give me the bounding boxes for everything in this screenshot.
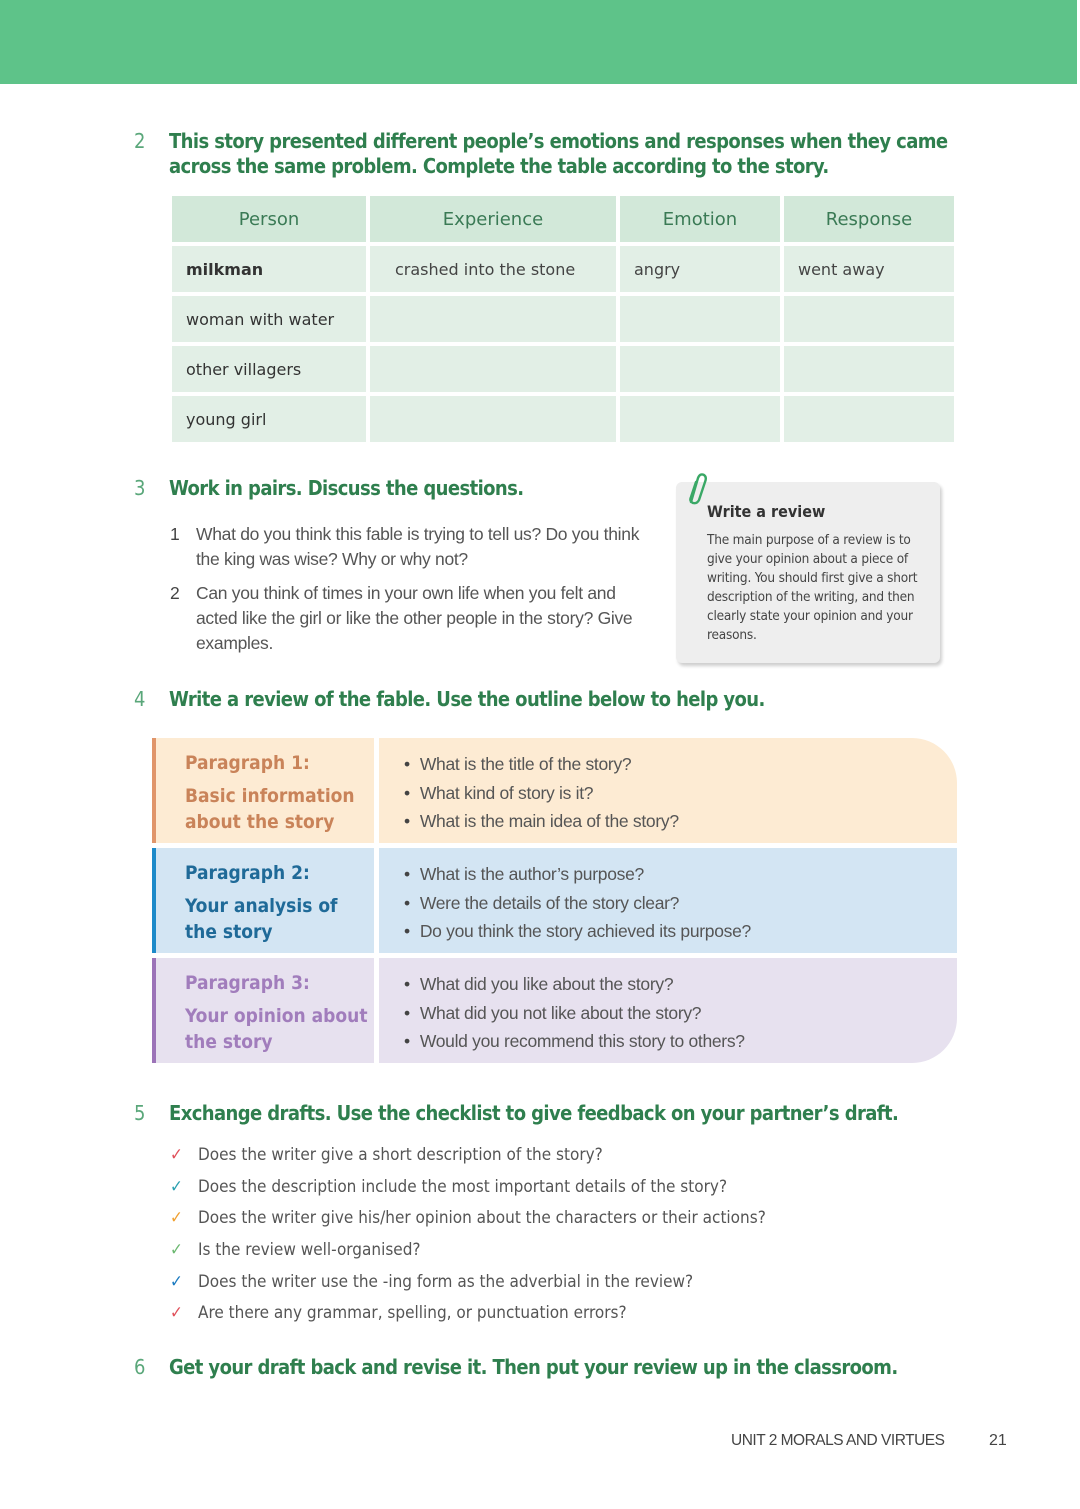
cell[interactable] [370,346,616,392]
cell: crashed into the stone [370,246,616,292]
checkmark-icon: ✓ [170,1240,183,1261]
cell[interactable] [620,296,780,342]
cell[interactable] [370,396,616,442]
checkmark-icon: ✓ [170,1145,183,1165]
header-person: Person [172,196,366,242]
checkmark-icon: ✓ [170,1271,183,1292]
story-table [168,192,958,446]
header-response: Response [784,196,954,242]
question-6: 6 Get your draft back and revise it. Then put your review up in the classroom. [134,1355,898,1379]
cell[interactable]: went away [784,246,954,292]
checklist-item[interactable]: ✓ Does the writer use the -ing form as the adverbial in the review? [170,1270,766,1302]
question-2: 2 This story presented different people’s emotions and responses when they came across the same problem. Complete the table according to the story. [134,129,969,179]
feedback-checklist [170,1143,766,1333]
checklist-item[interactable]: ✓ Does the writer give a short description of the story? [170,1143,766,1175]
header-band [0,0,1077,84]
outline-paragraph-1: Paragraph 1: Basic information about the story • What is the title of the story? • What kind of story is it? • What is the main idea of the story? [152,738,957,843]
table-row [172,246,954,292]
question-3: 3 Work in pairs. Discuss the questions. [134,476,524,500]
question-4: 4 Write a review of the fable. Use the outline below to help you. [134,687,765,711]
paperclip-icon [682,472,708,506]
checklist-item[interactable]: ✓ Is the review well-organised? [170,1238,766,1270]
header-experience: Experience [370,196,616,242]
question-2-text: This story presented different people’s emotions and responses when they came across the same problem. Complete the table according to the story. [169,129,948,178]
cell: other villagers [172,346,366,392]
table-row [172,396,954,442]
discussion-item: 2 Can you think of times in your own life when you felt and acted like the girl or like the other people in the story? Give examples. [170,583,633,653]
table-row [172,296,954,342]
table-header-row [172,196,954,242]
checkmark-icon: ✓ [170,1208,183,1229]
page-number: 21 [989,1432,1007,1449]
checkmark-icon: ✓ [170,1303,183,1324]
discussion-item: 1 What do you think this fable is trying to tell us? Do you think the king was wise? Why or why not? [170,524,640,569]
cell: angry [620,246,780,292]
checklist-item[interactable]: ✓ Does the description include the most important details of the story? [170,1175,766,1207]
checklist-item[interactable]: ✓ Does the writer give his/her opinion about the characters or their actions? [170,1206,766,1238]
cell: woman with water [172,296,366,342]
cell[interactable] [784,346,954,392]
outline-paragraph-3: Paragraph 3: Your opinion about the story • What did you like about the story? • What did you not like about the story? • Would you recommend this story to others? [152,958,957,1063]
write-review-note [676,482,940,663]
outline-paragraph-2: Paragraph 2: Your analysis of the story • What is the author’s purpose? • Were the details of the story clear? • Do you think the story achieved its purpose? [152,848,957,953]
checkmark-icon: ✓ [170,1176,183,1197]
cell[interactable] [370,296,616,342]
review-outline [152,738,957,1068]
note-text: The main purpose of a review is to give your opinion about a piece of writing. You should first give a short description of the writing, and then clearly state your opinion and your reasons. [707,532,918,643]
cell: milkman [172,246,366,292]
header-emotion: Emotion [620,196,780,242]
checklist-item[interactable]: ✓ Are there any grammar, spelling, or punctuation errors? [170,1301,766,1333]
unit-label: UNIT 2 MORALS AND VIRTUES [731,1432,945,1449]
cell[interactable] [784,396,954,442]
question-5: 5 Exchange drafts. Use the checklist to give feedback on your partner’s draft. [134,1101,899,1125]
table-row [172,346,954,392]
cell[interactable] [620,346,780,392]
cell[interactable] [784,296,954,342]
cell: young girl [172,396,366,442]
note-title: Write a review [707,502,826,521]
cell[interactable] [620,396,780,442]
